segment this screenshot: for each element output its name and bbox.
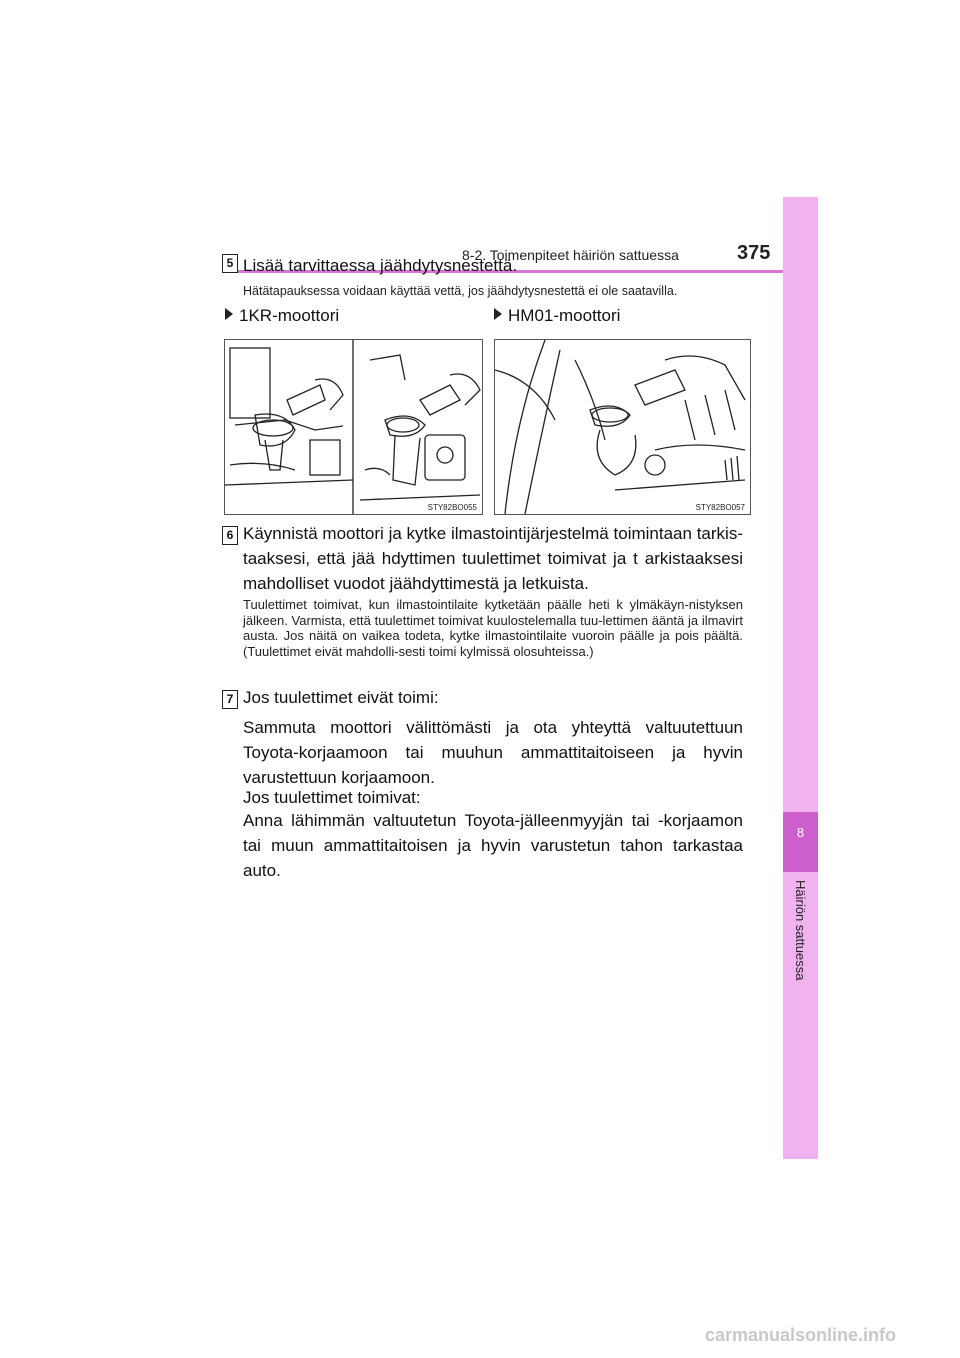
step-7-text-1: Sammuta moottori välittömästi ja ota yhteyttä valtuutettuun Toyota-korjaamoon tai muuhun ammattitaitoiseen ja hyvin varustettuun korjaamoon. (243, 718, 743, 787)
engine-coolant-illustration-hm01 (495, 340, 750, 514)
figure-1kr-engine (224, 339, 483, 515)
triangle-bullet-icon (494, 308, 502, 320)
engine-coolant-illustration-1kr (225, 340, 482, 514)
figure-1-heading: 1KR-moottori (225, 306, 339, 326)
step-5-text: Lisää tarvittaessa jäähdytysnestettä. (243, 256, 518, 275)
step-7-heading: Jos tuulettimet eivät toimi: (243, 688, 439, 707)
step-5-note: Hätätapauksessa voidaan käyttää vettä, jos jäähdytysnestettä ei ole saatavilla. (243, 284, 678, 298)
step-6-text: Käynnistä moottori ja kytke ilmastointijärjestelmä toimintaan tarkis-taaksesi, että jää hdyttimen tuulettimet toimivat ja t arkistaaksesi mahdolliset vuodot jäähdyttimestä ja letkuista. (243, 524, 743, 593)
figure-2-heading: HM01-moottori (494, 306, 620, 326)
figure-2-code: STY82BO057 (695, 503, 745, 512)
figure-1-code: STY82BO055 (427, 503, 477, 512)
chapter-number-tab (783, 812, 818, 872)
figure-hm01-engine (494, 339, 751, 515)
step-6-badge: 6 (222, 526, 238, 545)
triangle-bullet-icon (225, 308, 233, 320)
step-7-text-2: Anna lähimmän valtuutetun Toyota-jälleenmyyjän tai -korjaamon tai muun ammattitaitoisen ja hyvin varustetun tahon tarkastaa auto. (243, 811, 743, 880)
step-6-note: Tuulettimet toimivat, kun ilmastointilaite kytketään päälle heti k ylmäkäyn-nistyksen jälkeen. Varmista, että tuulettimet toimivat kuulostelemalla tuu-lettimen ääntä ja ilmavirt austa. Jos näitä on vaikea todeta, kytke ilmastointilaite vuoroin päälle ja pois päältä. (Tuulettimet eivät mahdolli-sesti toimi kylmissä olosuhteissa.) (243, 597, 743, 659)
page-number: 375 (737, 242, 771, 264)
chapter-title: Häiriön sattuessa (793, 880, 808, 981)
section-header: 8-2. Toimenpiteet häiriön sattuessa (462, 247, 679, 263)
chapter-side-tab (783, 197, 818, 1159)
chapter-number: 8 (796, 825, 805, 840)
step-7-badge: 7 (222, 690, 238, 709)
watermark: carmanualsonline.info (705, 1325, 897, 1345)
step-5-badge: 5 (222, 254, 238, 273)
step-7-heading-2: Jos tuulettimet toimivat: (243, 788, 421, 807)
